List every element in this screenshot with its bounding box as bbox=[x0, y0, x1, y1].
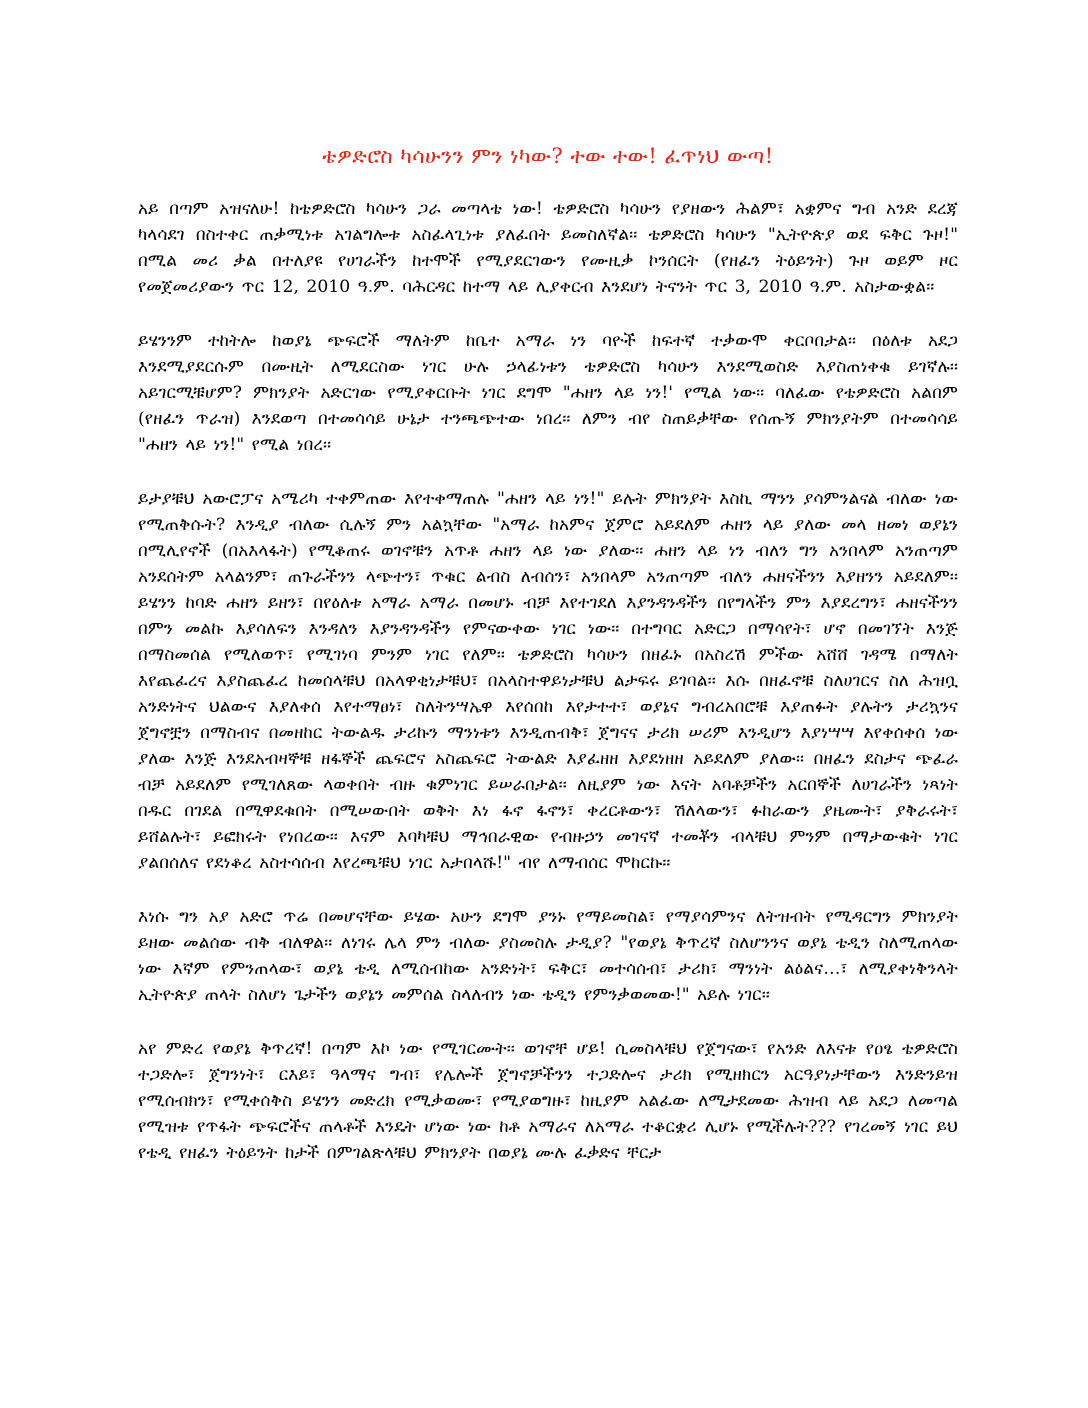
paragraph-1: አይ በጣም አዝናለሁ! ከቴዎድሮስ ካሳሁን ጋራ መጣላቴ ነው! ቴዎድሮስ ካሳሁን የያዘውን ሕልም፣ አቋምና ግብ አንድ ደረጃ ካላሳደገ በስተቀር ጠቃሚነቱ አገልግሎቱ አስፈላጊነቱ ያለፈበት ይመስለኛል፡፡ ቴዎድሮስ ካሳሁን "ኢትዮጵያ ወደ ፍቅር ጉዞ!" በሚል መሪ ቃል በተለያዩ የሀገራችን ከተሞች የሚያደርገውን የሙዚቃ ኮንሰርት (የዘፈን ትዕይንት) ጉዞ ወይም ዞር የመጀመሪያውን ጥር 12, 2010 ዓ.ም. ባሕርዳር ከተማ ላይ ሊያቀርብ እንደሆነ ትናንት ጥር 3, 2010 ዓ.ም. አስታውቋል፡፡ bbox=[138, 199, 958, 297]
paragraph-2: ይሄንንም ተከትሎ ከወያኔ ጭፍሮች ማለትም ከቤተ አማራ ነን ባዮች ከፍተኛ ተቃውሞ ቀርቦበታል፡፡ በዕለቱ አደጋ እንደሚያደርሱም በሙዚት ለሚደርስው ነገር ሁሉ ኃላፊነቱን ቴዎድሮስ ካሳሁን እንደሚወስድ እያስጠነቀቁ ይገኛሉ፡፡ አይገርሚቹሆም? ምክንያት አድርገው የሚያቀርቡት ነገር ደግሞ "ሐዘን ላይ ነን!' የሚል ነው፡፡ ባለፈው የቴዎድሮስ አልበም (የዘፈን ጥራዝ) እንደወጣ በተመሳሳይ ሁኔታ ተንጫጭተው ነበረ፡፡ ለምን ብየ ስጠይቃቸው የሰጡኝ ምክንያትም በተመሳሳይ "ሐዘን ላይ ነን!" የሚል ነበረ፡፡ bbox=[138, 331, 958, 455]
paragraph-5: አየ ምድረ የወያኔ ቅጥረኛ! በጣም እኮ ነው የሚገርሙት፡፡ ወገኖቸ ሆይ! ሲመስላቹህ የጀግናው፣ የአንድ ለእናቱ የዐፄ ቴዎድሮስ ተጋድሎ፣ ጀግንነት፣ ርእይ፣ ዓላማና ግብ፣ የሌሎች ጀግኖቻችንን ተጋድሎና ታሪክ የሚዘክርን አርዓያነታቸውን እንድንይዝ የሚሰብክን፣ የሚቀሰቅስ ይሄንን መድረክ የሚቃወሙ፣ የሚያወግዙ፣ ከዚያም አልፈው ለሚታደመው ሕዝብ ላይ አደጋ ለመጣል የሚዝቱ የጥፋት ጭፍሮችና ጠላቶች እንዴት ሆነው ነው ከቶ አማራና ለአማራ ተቆርቋሪ ሊሆኑ የሚችሉት??? የገረመኝ ነገር ይህ የቴዲ የዘፈን ትዕይንት ከታች በምገልጽላቹህ ምክንያት በወያኔ ሙሉ ፈቃድና ቸርታ bbox=[138, 1039, 958, 1163]
paragraph-3: ይታያቹህ አውሮፓና አሜሪካ ተቀምጠው እየተቀማጠሉ "ሐዘን ላይ ነን!" ይሉት ምክንያት እስኪ ማንን ያሳምንልናል ብለው ነው የሚጠቅሱት? እንዲያ ብለው ሲሉኝ ምን አልኳቸው "አማራ ከአምና ጀምሮ አይደለም ሐዘን ላይ ያለው መላ ዘመነ ወያኔን በሚሊየኖች (በአእላፋት) የሚቆጠሩ ወገኖቹን አጥቶ ሐዘን ላይ ነው ያለው፡፡ ሐዘን ላይ ነን ብለን ግን አንበላም አንጠጣም አንደሰትም አላልንም፣ ጠጉራችንን ላጭተን፣ ጥቁር ልብስ ለብሰን፣ አንበላም አንጠጣም ብለን ሐዘናችንን እያዘንን አይደለም፡፡ ይሄንን ከባድ ሐዘን ይዘን፣ በየዕለቱ አማራ አማራ በመሆኑ ብቻ እየተገደለ እያንዳንዳችን በየግላችን ምን እያደረግን፣ ሐዘናችንን በምን መልኩ እያሳለፍን እንዳለን እያንዳንዳችን የምናውቀው ነገር ነው፡፡ በተግባር አድርጋ በማሳየት፣ ሆኖ በመገኘት እንጅ በማስመሰል የሚለወጥ፣ የሚገነባ ምንም ነገር የለም፡፡ ቴዎድሮስ ካሳሁን በዘፈኑ በአስረሽ ምችው አሸሸ ገዳሜ በማለት እየጨፈረና እያስጨፈረ ከመሰላቹህ በአላዋቂነታቹህ፣ በአላስተዋይነታቹህ ልታፍሩ ይገባል፡፡ እሱ በዘፈኖቹ ስለሀገርና ስለ ሕዝቧ አንድነትና ህልውና እያለቀሰ እየተማፀነ፣ ስለትንሣኤዋ እየሰበከ እየታተተ፣ ወያኔና ግብረአበሮቹ እያጠፉት ያሉትን ታሪኳንና ጀግኖቿን በማስብና በመዘከር ትውልዱ ታሪኩን ማንነቱን እንዲጠብቅ፣ ጀግናና ታሪክ ሠሪም እንዲሆን እያነሣሣ እየቀሰቀሰ ነው ያለው እንጅ እንደአብዛኞቹ ዘፋኞች ጨፍሮና አስጨፍሮ ትውልድ እያፈዘዘ እያደነዘዘ አይደለም ያለው፡፡ በዘፈን ደስታና ጭፈራ ብቻ አይደለም የሚገለጸው ላወቀበት ብዙ ቁምነገር ይሠራበታል፡፡ ለዚያም ነው እናት አባቶቻችን አርበኞች ለሀገራችን ነጻነት በዱር በገደል በሚዋደቁበት በሚሠውበት ወቅት እነ ፋኖ ፋኖን፣ ቀረርቶውን፣ ሽለላውን፣ ፉከራውን ያዜሙት፣ ያቅራሩት፣ ይሸልሉት፣ ይፎክሩት የነበረው፡፡ እናም እባካቹህ ማኅበራዊው የብዙኃን መገናኛ ተመቾን ብላቹህ ምንም በማታውቁት ነገር ያልበሰለና የደነቆረ አስተሳሰብ እየረጫቹህ ነገር አታበላሹ!" ብየ ለማብሰር ሞከርኩ፡፡ bbox=[138, 489, 958, 873]
page-title: ቴዎድሮስ ካሳሁንን ምን ነካው? ተው ተው! ፈጥነህ ውጣ! bbox=[322, 144, 774, 168]
paragraph-4: እነሱ ግን አያ አድሮ ጥሬ በመሆናቸው ይሄው አሁን ደግሞ ያንኑ የማይመስል፣ የማያሳምንና ለትዝብት የሚዳርግን ምክንያት ይዘው መልሰው ብቅ ብለዋል፡፡ ለነገሩ ሌላ ምን ብለው ያስመስሉ ታዲያ? "የወያኔ ቅጥረኛ ስለሆንንና ወያኔ ቴዲን ስለሚጠላው ነው እኛም የምንጠላው፣ ወያኔ ቴዲ ለሚሰብከው አንድነት፣ ፍቅር፣ መተሳሰብ፣ ታሪክ፣ ማንነት ልዕልና…፣ ለሚያቀነቅንላት ኢትዮጵያ ጠላት ስለሆነ ጌታችን ወያኔን መምሰል ስላለብን ነው ቴዲን የምንቃወመው!" አይሉ ነገር፡፡ bbox=[138, 907, 958, 1005]
